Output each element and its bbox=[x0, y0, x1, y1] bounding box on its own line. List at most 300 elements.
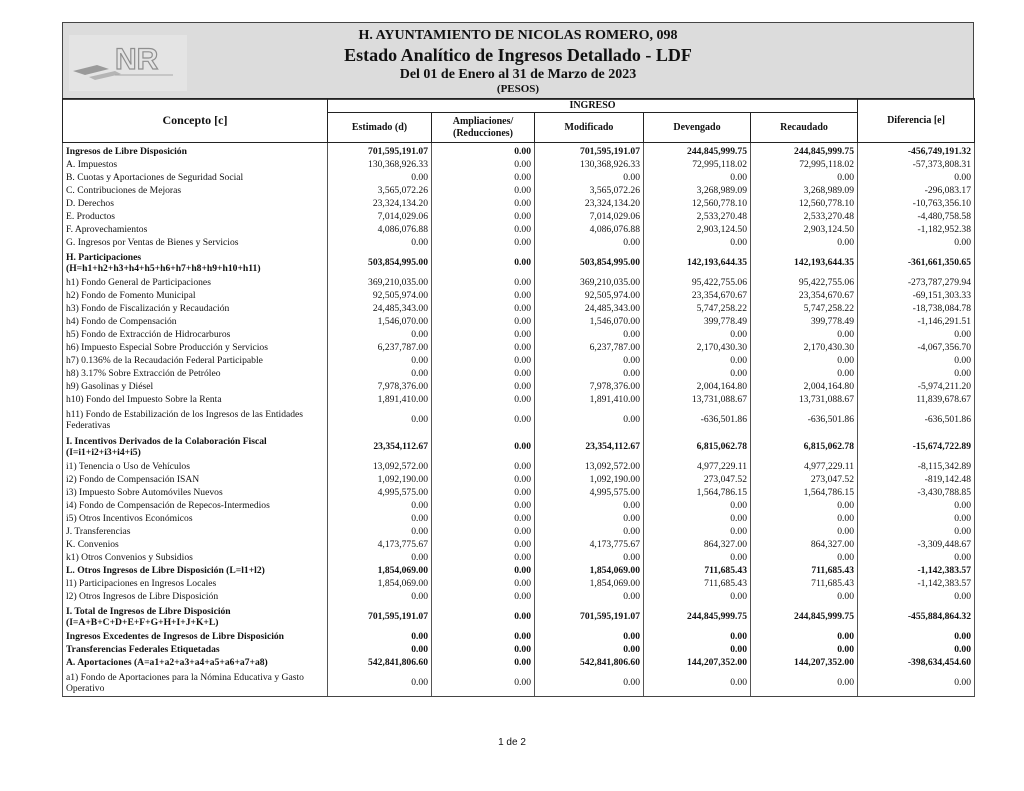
cell-estimado: 701,595,191.07 bbox=[328, 603, 432, 630]
cell-recaudado: 399,778.49 bbox=[751, 315, 858, 328]
cell-ampliaciones: 0.00 bbox=[432, 656, 535, 669]
cell-estimado: 0.00 bbox=[328, 236, 432, 249]
row-concept: A. Aportaciones (A=a1+a2+a3+a4+a5+a6+a7+a8) bbox=[63, 656, 328, 669]
cell-devengado: 13,731,088.67 bbox=[644, 393, 751, 406]
cell-modificado: 1,891,410.00 bbox=[535, 393, 644, 406]
cell-estimado: 1,854,069.00 bbox=[328, 564, 432, 577]
cell-modificado: 4,086,076.88 bbox=[535, 223, 644, 236]
cell-diferencia: -15,674,722.89 bbox=[858, 433, 975, 460]
logo-text: NR bbox=[115, 43, 159, 76]
cell-recaudado: 23,354,670.67 bbox=[751, 289, 858, 302]
cell-estimado: 4,995,575.00 bbox=[328, 486, 432, 499]
cell-recaudado: 244,845,999.75 bbox=[751, 603, 858, 630]
cell-modificado: 130,368,926.33 bbox=[535, 158, 644, 171]
cell-modificado: 0.00 bbox=[535, 354, 644, 367]
cell-recaudado: 6,815,062.78 bbox=[751, 433, 858, 460]
row-concept: h2) Fondo de Fomento Municipal bbox=[63, 289, 328, 302]
cell-devengado: 273,047.52 bbox=[644, 473, 751, 486]
cell-recaudado: 2,903,124.50 bbox=[751, 223, 858, 236]
cell-ampliaciones: 0.00 bbox=[432, 525, 535, 538]
cell-ampliaciones: 0.00 bbox=[432, 367, 535, 380]
row-concept: h11) Fondo de Estabilización de los Ingresos de las Entidades Federativas bbox=[63, 406, 328, 433]
cell-ampliaciones: 0.00 bbox=[432, 171, 535, 184]
cell-estimado: 0.00 bbox=[328, 499, 432, 512]
row-concept: h8) 3.17% Sobre Extracción de Petróleo bbox=[63, 367, 328, 380]
cell-devengado: 0.00 bbox=[644, 590, 751, 603]
table-row bbox=[63, 603, 975, 630]
cell-recaudado: 711,685.43 bbox=[751, 577, 858, 590]
cell-estimado: 4,173,775.67 bbox=[328, 538, 432, 551]
cell-diferencia: -398,634,454.60 bbox=[858, 656, 975, 669]
cell-estimado: 130,368,926.33 bbox=[328, 158, 432, 171]
cell-devengado: 399,778.49 bbox=[644, 315, 751, 328]
page-number: 1 de 2 bbox=[498, 737, 526, 748]
cell-ampliaciones: 0.00 bbox=[432, 289, 535, 302]
cell-estimado: 13,092,572.00 bbox=[328, 460, 432, 473]
cell-devengado: -636,501.86 bbox=[644, 406, 751, 433]
cell-modificado: 4,173,775.67 bbox=[535, 538, 644, 551]
row-concept: i3) Impuesto Sobre Automóviles Nuevos bbox=[63, 486, 328, 499]
cell-devengado: 0.00 bbox=[644, 512, 751, 525]
cell-diferencia: -296,083.17 bbox=[858, 184, 975, 197]
cell-estimado: 0.00 bbox=[328, 630, 432, 643]
cell-estimado: 7,978,376.00 bbox=[328, 380, 432, 393]
cell-diferencia: 0.00 bbox=[858, 236, 975, 249]
row-concept: Ingresos Excedentes de Ingresos de Libre Disposición bbox=[63, 630, 328, 643]
cell-modificado: 23,354,112.67 bbox=[535, 433, 644, 460]
cell-estimado: 542,841,806.60 bbox=[328, 656, 432, 669]
cell-estimado: 4,086,076.88 bbox=[328, 223, 432, 236]
cell-recaudado: 0.00 bbox=[751, 367, 858, 380]
cell-modificado: 1,854,069.00 bbox=[535, 564, 644, 577]
cell-devengado: 1,564,786.15 bbox=[644, 486, 751, 499]
report-titles bbox=[63, 27, 973, 96]
cell-estimado: 23,354,112.67 bbox=[328, 433, 432, 460]
cell-diferencia: -1,142,383.57 bbox=[858, 577, 975, 590]
cell-diferencia: -18,738,084.78 bbox=[858, 302, 975, 315]
table-row bbox=[63, 249, 975, 276]
cell-devengado: 5,747,258.22 bbox=[644, 302, 751, 315]
row-concept: i5) Otros Incentivos Económicos bbox=[63, 512, 328, 525]
table-row bbox=[63, 525, 975, 538]
cell-ampliaciones: 0.00 bbox=[432, 603, 535, 630]
cell-diferencia: 0.00 bbox=[858, 669, 975, 697]
cell-recaudado: -636,501.86 bbox=[751, 406, 858, 433]
cell-diferencia: -4,067,356.70 bbox=[858, 341, 975, 354]
cell-estimado: 0.00 bbox=[328, 590, 432, 603]
cell-estimado: 92,505,974.00 bbox=[328, 289, 432, 302]
cell-diferencia: -1,182,952.38 bbox=[858, 223, 975, 236]
cell-diferencia: -456,749,191.32 bbox=[858, 143, 975, 159]
cell-estimado: 0.00 bbox=[328, 669, 432, 697]
table-row bbox=[63, 512, 975, 525]
cell-recaudado: 13,731,088.67 bbox=[751, 393, 858, 406]
row-concept: h5) Fondo de Extracción de Hidrocarburos bbox=[63, 328, 328, 341]
cell-ampliaciones: 0.00 bbox=[432, 249, 535, 276]
cell-diferencia: -1,142,383.57 bbox=[858, 564, 975, 577]
cell-devengado: 0.00 bbox=[644, 236, 751, 249]
col-modificado: Modificado bbox=[535, 113, 644, 143]
cell-recaudado: 864,327.00 bbox=[751, 538, 858, 551]
cell-recaudado: 2,170,430.30 bbox=[751, 341, 858, 354]
cell-ampliaciones: 0.00 bbox=[432, 328, 535, 341]
cell-recaudado: 0.00 bbox=[751, 328, 858, 341]
cell-diferencia: -3,309,448.67 bbox=[858, 538, 975, 551]
table-row bbox=[63, 473, 975, 486]
cell-devengado: 0.00 bbox=[644, 367, 751, 380]
cell-devengado: 0.00 bbox=[644, 630, 751, 643]
cell-ampliaciones: 0.00 bbox=[432, 538, 535, 551]
col-estimado: Estimado (d) bbox=[328, 113, 432, 143]
cell-recaudado: 1,564,786.15 bbox=[751, 486, 858, 499]
row-concept: G. Ingresos por Ventas de Bienes y Servicios bbox=[63, 236, 328, 249]
cell-devengado: 2,903,124.50 bbox=[644, 223, 751, 236]
table-row bbox=[63, 171, 975, 184]
cell-diferencia: -361,661,350.65 bbox=[858, 249, 975, 276]
row-concept: k1) Otros Convenios y Subsidios bbox=[63, 551, 328, 564]
table-row bbox=[63, 538, 975, 551]
cell-devengado: 0.00 bbox=[644, 499, 751, 512]
row-concept: Transferencias Federales Etiquetadas bbox=[63, 643, 328, 656]
row-concept: D. Derechos bbox=[63, 197, 328, 210]
cell-ampliaciones: 0.00 bbox=[432, 380, 535, 393]
cell-ampliaciones: 0.00 bbox=[432, 197, 535, 210]
cell-ampliaciones: 0.00 bbox=[432, 433, 535, 460]
table-row bbox=[63, 406, 975, 433]
cell-ampliaciones: 0.00 bbox=[432, 630, 535, 643]
cell-devengado: 0.00 bbox=[644, 354, 751, 367]
row-concept: h6) Impuesto Especial Sobre Producción y Servicios bbox=[63, 341, 328, 354]
report-title: Estado Analítico de Ingresos Detallado - LDF bbox=[344, 45, 692, 65]
cell-estimado: 0.00 bbox=[328, 406, 432, 433]
cell-estimado: 0.00 bbox=[328, 354, 432, 367]
cell-recaudado: 711,685.43 bbox=[751, 564, 858, 577]
cell-diferencia: -636,501.86 bbox=[858, 406, 975, 433]
row-concept: h10) Fondo del Impuesto Sobre la Renta bbox=[63, 393, 328, 406]
row-concept: B. Cuotas y Aportaciones de Seguridad Social bbox=[63, 171, 328, 184]
cell-modificado: 24,485,343.00 bbox=[535, 302, 644, 315]
row-concept: h1) Fondo General de Participaciones bbox=[63, 276, 328, 289]
cell-modificado: 0.00 bbox=[535, 590, 644, 603]
cell-ampliaciones: 0.00 bbox=[432, 551, 535, 564]
table-row bbox=[63, 315, 975, 328]
cell-modificado: 0.00 bbox=[535, 551, 644, 564]
cell-modificado: 0.00 bbox=[535, 367, 644, 380]
cell-recaudado: 72,995,118.02 bbox=[751, 158, 858, 171]
table-row bbox=[63, 577, 975, 590]
cell-ampliaciones: 0.00 bbox=[432, 158, 535, 171]
table-row bbox=[63, 433, 975, 460]
cell-ampliaciones: 0.00 bbox=[432, 223, 535, 236]
table-row bbox=[63, 354, 975, 367]
cell-devengado: 4,977,229.11 bbox=[644, 460, 751, 473]
cell-devengado: 711,685.43 bbox=[644, 564, 751, 577]
cell-ampliaciones: 0.00 bbox=[432, 460, 535, 473]
row-concept: I. Incentivos Derivados de la Colaboración Fiscal (I=i1+i2+i3+i4+i5) bbox=[63, 433, 328, 460]
cell-devengado: 12,560,778.10 bbox=[644, 197, 751, 210]
table-row bbox=[63, 276, 975, 289]
cell-recaudado: 0.00 bbox=[751, 512, 858, 525]
row-concept: F. Aprovechamientos bbox=[63, 223, 328, 236]
col-concept: Concepto [c] bbox=[63, 99, 328, 143]
cell-estimado: 1,854,069.00 bbox=[328, 577, 432, 590]
cell-modificado: 701,595,191.07 bbox=[535, 143, 644, 159]
row-concept: i4) Fondo de Compensación de Repecos-Intermedios bbox=[63, 499, 328, 512]
cell-modificado: 1,092,190.00 bbox=[535, 473, 644, 486]
cell-devengado: 2,004,164.80 bbox=[644, 380, 751, 393]
cell-devengado: 0.00 bbox=[644, 643, 751, 656]
cell-modificado: 1,546,070.00 bbox=[535, 315, 644, 328]
cell-devengado: 6,815,062.78 bbox=[644, 433, 751, 460]
table-row bbox=[63, 669, 975, 697]
cell-estimado: 1,092,190.00 bbox=[328, 473, 432, 486]
cell-recaudado: 244,845,999.75 bbox=[751, 143, 858, 159]
cell-diferencia: 11,839,678.67 bbox=[858, 393, 975, 406]
cell-ampliaciones: 0.00 bbox=[432, 486, 535, 499]
cell-recaudado: 0.00 bbox=[751, 669, 858, 697]
row-concept: I. Total de Ingresos de Libre Disposición (I=A+B+C+D+E+F+G+H+I+J+K+L) bbox=[63, 603, 328, 630]
cell-devengado: 72,995,118.02 bbox=[644, 158, 751, 171]
cell-recaudado: 144,207,352.00 bbox=[751, 656, 858, 669]
cell-devengado: 711,685.43 bbox=[644, 577, 751, 590]
cell-estimado: 0.00 bbox=[328, 643, 432, 656]
report-sheet bbox=[62, 22, 974, 737]
row-concept: L. Otros Ingresos de Libre Disposición (L=l1+l2) bbox=[63, 564, 328, 577]
cell-diferencia: -8,115,342.89 bbox=[858, 460, 975, 473]
cell-ampliaciones: 0.00 bbox=[432, 276, 535, 289]
col-devengado: Devengado bbox=[644, 113, 751, 143]
table-row bbox=[63, 289, 975, 302]
table-row bbox=[63, 564, 975, 577]
cell-ampliaciones: 0.00 bbox=[432, 499, 535, 512]
cell-recaudado: 0.00 bbox=[751, 236, 858, 249]
cell-ampliaciones: 0.00 bbox=[432, 406, 535, 433]
cell-estimado: 3,565,072.26 bbox=[328, 184, 432, 197]
cell-modificado: 23,324,134.20 bbox=[535, 197, 644, 210]
cell-recaudado: 3,268,989.09 bbox=[751, 184, 858, 197]
cell-ampliaciones: 0.00 bbox=[432, 393, 535, 406]
cell-diferencia: 0.00 bbox=[858, 367, 975, 380]
row-concept: l2) Otros Ingresos de Libre Disposición bbox=[63, 590, 328, 603]
report-unit: (PESOS) bbox=[496, 83, 540, 95]
cell-modificado: 0.00 bbox=[535, 512, 644, 525]
row-concept: h4) Fondo de Compensación bbox=[63, 315, 328, 328]
org-name: H. AYUNTAMIENTO DE NICOLAS ROMERO, 098 bbox=[358, 28, 678, 43]
cell-modificado: 0.00 bbox=[535, 236, 644, 249]
table-row bbox=[63, 143, 975, 159]
cell-recaudado: 2,004,164.80 bbox=[751, 380, 858, 393]
cell-ampliaciones: 0.00 bbox=[432, 577, 535, 590]
table-row bbox=[63, 630, 975, 643]
cell-diferencia: -5,974,211.20 bbox=[858, 380, 975, 393]
cell-modificado: 6,237,787.00 bbox=[535, 341, 644, 354]
cell-estimado: 0.00 bbox=[328, 367, 432, 380]
cell-modificado: 3,565,072.26 bbox=[535, 184, 644, 197]
cell-estimado: 1,891,410.00 bbox=[328, 393, 432, 406]
table-row bbox=[63, 367, 975, 380]
col-recaudado: Recaudado bbox=[751, 113, 858, 143]
cell-modificado: 701,595,191.07 bbox=[535, 603, 644, 630]
row-concept: H. Participaciones (H=h1+h2+h3+h4+h5+h6+h7+h8+h9+h10+h11) bbox=[63, 249, 328, 276]
table-row bbox=[63, 656, 975, 669]
cell-ampliaciones: 0.00 bbox=[432, 302, 535, 315]
cell-estimado: 701,595,191.07 bbox=[328, 143, 432, 159]
cell-diferencia: 0.00 bbox=[858, 643, 975, 656]
cell-estimado: 0.00 bbox=[328, 525, 432, 538]
row-concept: Ingresos de Libre Disposición bbox=[63, 143, 328, 159]
row-concept: K. Convenios bbox=[63, 538, 328, 551]
row-concept: h7) 0.136% de la Recaudación Federal Participable bbox=[63, 354, 328, 367]
cell-devengado: 0.00 bbox=[644, 171, 751, 184]
cell-ampliaciones: 0.00 bbox=[432, 143, 535, 159]
cell-estimado: 24,485,343.00 bbox=[328, 302, 432, 315]
cell-modificado: 0.00 bbox=[535, 525, 644, 538]
row-concept: E. Productos bbox=[63, 210, 328, 223]
cell-recaudado: 0.00 bbox=[751, 630, 858, 643]
cell-devengado: 0.00 bbox=[644, 669, 751, 697]
cell-devengado: 23,354,670.67 bbox=[644, 289, 751, 302]
row-concept: h3) Fondo de Fiscalización y Recaudación bbox=[63, 302, 328, 315]
table-row bbox=[63, 236, 975, 249]
table-row bbox=[63, 380, 975, 393]
cell-modificado: 369,210,035.00 bbox=[535, 276, 644, 289]
cell-devengado: 244,845,999.75 bbox=[644, 143, 751, 159]
cell-modificado: 0.00 bbox=[535, 669, 644, 697]
cell-modificado: 4,995,575.00 bbox=[535, 486, 644, 499]
table-row bbox=[63, 499, 975, 512]
cell-modificado: 542,841,806.60 bbox=[535, 656, 644, 669]
cell-devengado: 142,193,644.35 bbox=[644, 249, 751, 276]
table-row bbox=[63, 486, 975, 499]
cell-diferencia: -1,146,291.51 bbox=[858, 315, 975, 328]
cell-estimado: 503,854,995.00 bbox=[328, 249, 432, 276]
cell-recaudado: 12,560,778.10 bbox=[751, 197, 858, 210]
table-row bbox=[63, 328, 975, 341]
cell-recaudado: 5,747,258.22 bbox=[751, 302, 858, 315]
cell-diferencia: 0.00 bbox=[858, 328, 975, 341]
cell-modificado: 0.00 bbox=[535, 630, 644, 643]
cell-recaudado: 142,193,644.35 bbox=[751, 249, 858, 276]
cell-ampliaciones: 0.00 bbox=[432, 184, 535, 197]
table-row bbox=[63, 590, 975, 603]
cell-diferencia: 0.00 bbox=[858, 499, 975, 512]
cell-estimado: 0.00 bbox=[328, 512, 432, 525]
cell-modificado: 7,978,376.00 bbox=[535, 380, 644, 393]
row-concept: h9) Gasolinas y Diésel bbox=[63, 380, 328, 393]
cell-estimado: 0.00 bbox=[328, 171, 432, 184]
table-row bbox=[63, 341, 975, 354]
cell-modificado: 92,505,974.00 bbox=[535, 289, 644, 302]
table-row bbox=[63, 158, 975, 171]
cell-recaudado: 4,977,229.11 bbox=[751, 460, 858, 473]
table-row bbox=[63, 643, 975, 656]
cell-devengado: 2,533,270.48 bbox=[644, 210, 751, 223]
row-concept: J. Transferencias bbox=[63, 525, 328, 538]
cell-recaudado: 95,422,755.06 bbox=[751, 276, 858, 289]
cell-diferencia: -10,763,356.10 bbox=[858, 197, 975, 210]
cell-devengado: 0.00 bbox=[644, 328, 751, 341]
cell-diferencia: -455,884,864.32 bbox=[858, 603, 975, 630]
table-row bbox=[63, 393, 975, 406]
cell-ampliaciones: 0.00 bbox=[432, 236, 535, 249]
cell-estimado: 0.00 bbox=[328, 328, 432, 341]
cell-diferencia: 0.00 bbox=[858, 590, 975, 603]
income-rows bbox=[63, 143, 975, 697]
cell-estimado: 369,210,035.00 bbox=[328, 276, 432, 289]
table-row bbox=[63, 460, 975, 473]
cell-recaudado: 0.00 bbox=[751, 643, 858, 656]
row-concept: A. Impuestos bbox=[63, 158, 328, 171]
cell-modificado: 13,092,572.00 bbox=[535, 460, 644, 473]
report-period: Del 01 de Enero al 31 de Marzo de 2023 bbox=[399, 67, 637, 82]
cell-devengado: 864,327.00 bbox=[644, 538, 751, 551]
cell-ampliaciones: 0.00 bbox=[432, 473, 535, 486]
cell-devengado: 2,170,430.30 bbox=[644, 341, 751, 354]
table-row bbox=[63, 197, 975, 210]
table-row bbox=[63, 210, 975, 223]
cell-ampliaciones: 0.00 bbox=[432, 590, 535, 603]
cell-recaudado: 2,533,270.48 bbox=[751, 210, 858, 223]
cell-ampliaciones: 0.00 bbox=[432, 315, 535, 328]
col-diferencia: Diferencia [e] bbox=[858, 99, 975, 143]
cell-diferencia: -3,430,788.85 bbox=[858, 486, 975, 499]
cell-ampliaciones: 0.00 bbox=[432, 210, 535, 223]
cell-recaudado: 0.00 bbox=[751, 525, 858, 538]
cell-modificado: 0.00 bbox=[535, 643, 644, 656]
cell-devengado: 244,845,999.75 bbox=[644, 603, 751, 630]
cell-recaudado: 0.00 bbox=[751, 551, 858, 564]
cell-modificado: 0.00 bbox=[535, 406, 644, 433]
cell-estimado: 23,324,134.20 bbox=[328, 197, 432, 210]
cell-ampliaciones: 0.00 bbox=[432, 564, 535, 577]
cell-devengado: 144,207,352.00 bbox=[644, 656, 751, 669]
cell-recaudado: 0.00 bbox=[751, 499, 858, 512]
cell-estimado: 0.00 bbox=[328, 551, 432, 564]
cell-diferencia: 0.00 bbox=[858, 551, 975, 564]
cell-diferencia: -4,480,758.58 bbox=[858, 210, 975, 223]
cell-devengado: 95,422,755.06 bbox=[644, 276, 751, 289]
cell-modificado: 7,014,029.06 bbox=[535, 210, 644, 223]
row-concept: a1) Fondo de Aportaciones para la Nómina Educativa y Gasto Operativo bbox=[63, 669, 328, 697]
cell-diferencia: 0.00 bbox=[858, 630, 975, 643]
cell-diferencia: 0.00 bbox=[858, 171, 975, 184]
cell-recaudado: 0.00 bbox=[751, 354, 858, 367]
cell-ampliaciones: 0.00 bbox=[432, 341, 535, 354]
cell-diferencia: -57,373,808.31 bbox=[858, 158, 975, 171]
cell-modificado: 1,854,069.00 bbox=[535, 577, 644, 590]
report-header bbox=[62, 22, 974, 100]
cell-diferencia: -69,151,303.33 bbox=[858, 289, 975, 302]
col-group-ingreso: INGRESO bbox=[328, 99, 858, 113]
cell-recaudado: 273,047.52 bbox=[751, 473, 858, 486]
cell-estimado: 6,237,787.00 bbox=[328, 341, 432, 354]
cell-estimado: 1,546,070.00 bbox=[328, 315, 432, 328]
cell-modificado: 503,854,995.00 bbox=[535, 249, 644, 276]
income-table bbox=[62, 98, 975, 697]
table-row bbox=[63, 184, 975, 197]
cell-diferencia: -273,787,279.94 bbox=[858, 276, 975, 289]
cell-devengado: 0.00 bbox=[644, 551, 751, 564]
row-concept: C. Contribuciones de Mejoras bbox=[63, 184, 328, 197]
row-concept: i1) Tenencia o Uso de Vehículos bbox=[63, 460, 328, 473]
cell-estimado: 7,014,029.06 bbox=[328, 210, 432, 223]
cell-diferencia: 0.00 bbox=[858, 525, 975, 538]
cell-ampliaciones: 0.00 bbox=[432, 669, 535, 697]
cell-ampliaciones: 0.00 bbox=[432, 354, 535, 367]
table-row bbox=[63, 551, 975, 564]
cell-ampliaciones: 0.00 bbox=[432, 512, 535, 525]
cell-diferencia: 0.00 bbox=[858, 354, 975, 367]
